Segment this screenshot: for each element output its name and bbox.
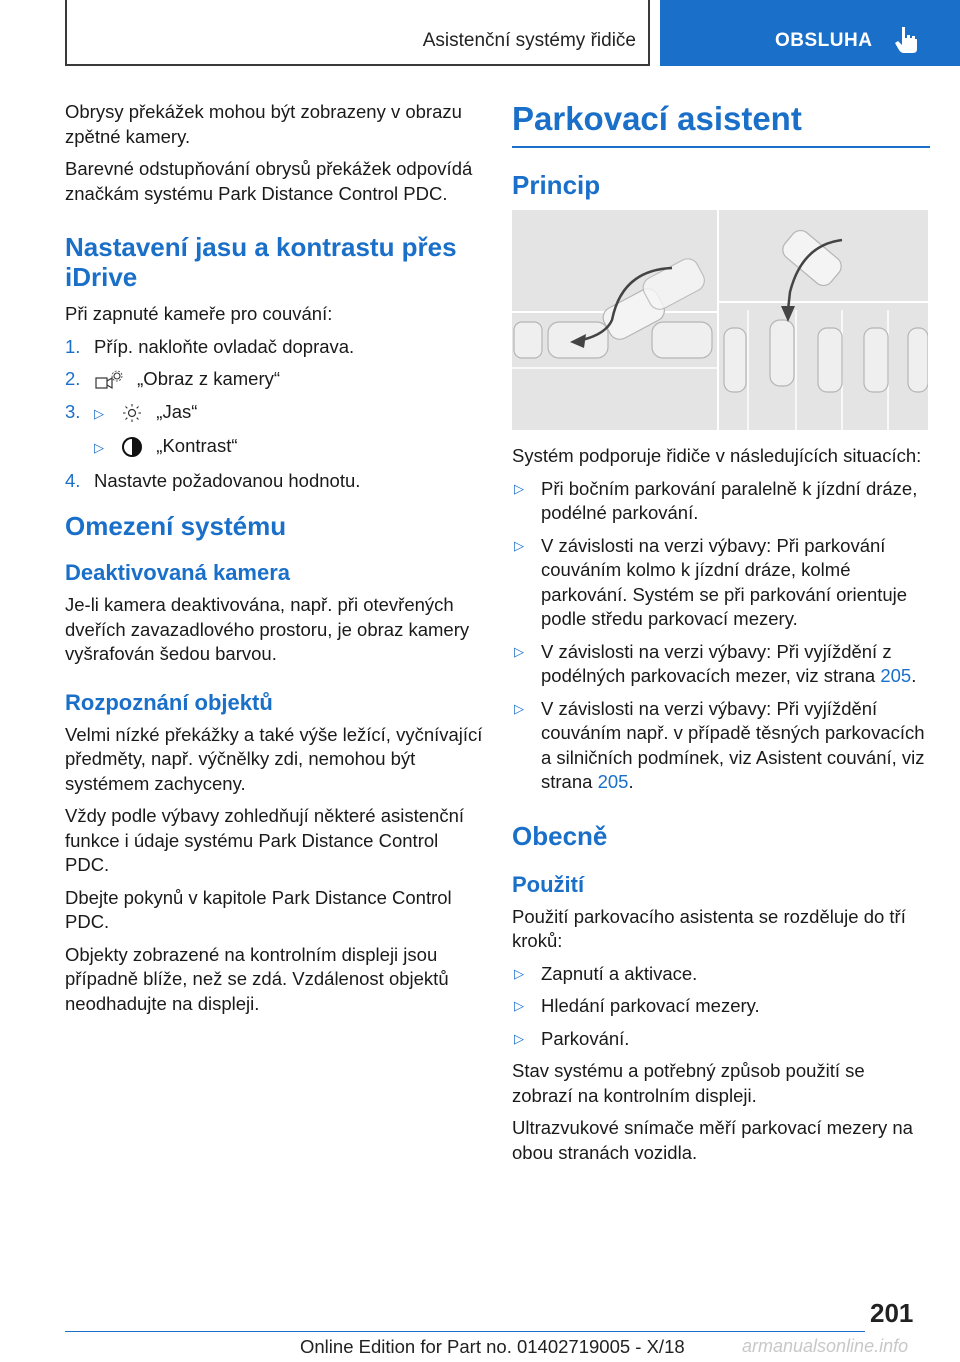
- triangle-bullet-icon: ▷: [514, 965, 524, 981]
- list-item: ▷ V závislosti na verzi výbavy: Při vyjíždění z podélných parkovacích mezer, viz strana 205.: [514, 640, 917, 686]
- list-item: 2. „Obraz z kamery“: [65, 368, 281, 389]
- chapter-tab-label: OBSLUHA: [775, 30, 873, 51]
- paragraph: Systém podporuje řidiče v následujících situacích:: [512, 445, 922, 466]
- edition-note: Online Edition for Part no. 01402719005 - X/18: [300, 1336, 685, 1357]
- heading-detection: Rozpoznání objektů: [65, 689, 273, 715]
- triangle-bullet-icon: ▷: [94, 405, 104, 421]
- heading-deactivated: Deaktivovaná kamera: [65, 560, 291, 585]
- paragraph: Je-li kamera deaktivována, např. při otevřených dveřích zavazadlového prostoru, je obraz kamery vyšrafován šedou barvou.: [65, 594, 470, 664]
- paragraph: Použití parkovacího asistenta se rozděluje do tří kroků:: [512, 905, 906, 951]
- paragraph: Vždy podle výbavy zohledňují některé asistenční funkce i údaje systému Park Distance Control PDC.: [65, 805, 465, 875]
- brightness-icon: [121, 403, 143, 423]
- list-item: ▷ V závislosti na verzi výbavy: Při vyjíždění couváním např. v případě těsných parkovacích a silničních podmínek, viz Asistent couvání, viz strana 205.: [514, 697, 925, 792]
- heading-general: Obecně: [512, 820, 608, 851]
- heading-parking-assistant: Parkovací asistent: [512, 100, 930, 148]
- header-frame: [65, 0, 650, 66]
- chapter-tab[interactable]: [660, 0, 960, 66]
- list-item: 3. ▷ „Jas“: [65, 400, 483, 427]
- list-item: ▷ „Kontrast“: [65, 434, 483, 461]
- section-title: Asistenční systémy řidiče: [422, 30, 636, 51]
- triangle-bullet-icon: ▷: [514, 643, 524, 659]
- parking-diagram: [512, 210, 928, 430]
- heading-principle: Princip: [512, 170, 601, 200]
- paragraph: Barevné odstupňování obrysů překážek odpovídá značkám systému Park Distance Control PDC.: [65, 158, 473, 204]
- hand-pointer-icon: [893, 25, 921, 55]
- triangle-bullet-icon: ▷: [514, 700, 524, 716]
- triangle-bullet-icon: ▷: [514, 480, 524, 496]
- left-column: [65, 100, 483, 1024]
- camera-settings-icon: [94, 370, 124, 390]
- heading-brightness: Nastavení jasu a kontrastu přes iDrive: [65, 232, 457, 292]
- heading-usage: Použití: [512, 871, 585, 897]
- paragraph: Ultrazvukové snímače měří parkovací mezery na obou stranách vozidla.: [512, 1117, 913, 1163]
- paragraph: Při zapnuté kameře pro couvání:: [65, 303, 333, 324]
- triangle-bullet-icon: ▷: [514, 537, 524, 553]
- list-item: 1. Příp. nakloňte ovladač doprava.: [65, 335, 355, 357]
- situations-list: [512, 477, 930, 795]
- steps-usage-list: [512, 962, 930, 1052]
- triangle-bullet-icon: ▷: [514, 998, 524, 1013]
- list-item: ▷ Při bočním parkování paralelně k jízdní dráze, podélné parkování.: [514, 477, 918, 523]
- paragraph: Dbejte pokynů v kapitole Park Distance Control PDC.: [65, 886, 452, 932]
- triangle-bullet-icon: ▷: [94, 440, 104, 455]
- list-item: ▷ Parkování.: [512, 1027, 930, 1052]
- page-link[interactable]: 205: [880, 665, 912, 686]
- page-link[interactable]: 205: [597, 771, 629, 792]
- parking-illustration: [512, 210, 928, 430]
- list-item: ▷ Zapnutí a aktivace.: [512, 962, 930, 987]
- heading-limits: Omezení systému: [65, 511, 287, 541]
- right-column: [512, 100, 930, 1173]
- list-item: ▷ Hledání parkovací mezery.: [512, 994, 930, 1019]
- paragraph: Obrysy překážek mohou být zobrazeny v obrazu zpětné kamery.: [65, 101, 462, 147]
- steps-list: [65, 335, 483, 494]
- list-item: ▷ V závislosti na verzi výbavy: Při parkování couváním kolmo k jízdní dráze, kolmé parkování. Systém se při parkování orientuje podle středu parkovací mezery.: [514, 534, 908, 629]
- paragraph: Objekty zobrazené na kontrolním displeji jsou případně blíže, než se zdá. Vzdálenost objektů neodhadujte na displeji.: [65, 943, 449, 1014]
- list-item: 4. Nastavte požadovanou hodnotu.: [65, 469, 361, 491]
- watermark: armanualsonline.info: [742, 1336, 909, 1356]
- triangle-bullet-icon: ▷: [514, 1030, 524, 1046]
- paragraph: Stav systému a potřebný způsob použití se zobrazí na kontrolním displeji.: [512, 1060, 865, 1106]
- paragraph: Velmi nízké překážky a také výše ležící, vyčnívající předměty, např. výčnělky zdi, nemohou být systémem zachyceny.: [65, 723, 483, 794]
- footer-divider: [65, 1331, 865, 1332]
- page-number: 201: [870, 1298, 914, 1328]
- contrast-icon: [121, 436, 143, 458]
